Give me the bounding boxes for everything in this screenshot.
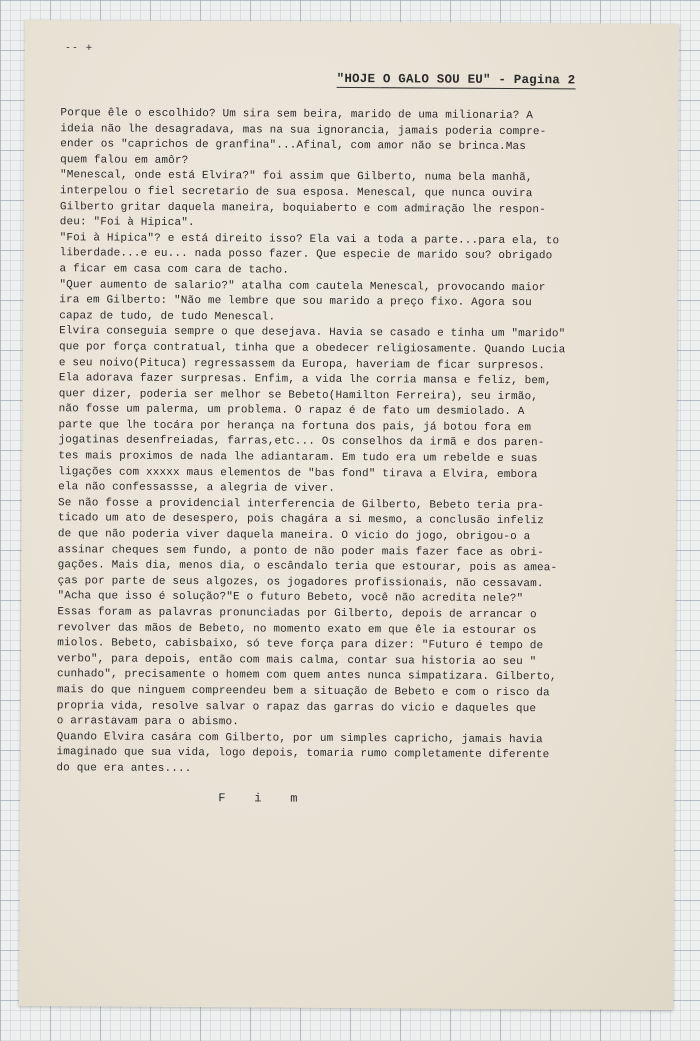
body-line: ela não confessassse, a alegria de viver. [58,481,335,496]
body-line: ligações com xxxxx maus elementos de "bas fond" tirava a Elvira, embora [58,465,538,481]
body-line: Quando Elvira casára com Gilberto, por um simples capricho, jamais havia [56,730,543,746]
body-line: ças por parte de seus algozes, os jogadores profissionais, não cessavam. [57,575,544,591]
body-line: Essas foram as palavras pronunciadas por Gilberto, depois de arrancar o [57,606,537,622]
typewritten-page [19,20,679,1010]
body-line: cunhado", precisamente o homem com quem antes nunca simpatizara. Gilberto, [56,668,557,684]
body-line: revolver das mãos de Bebeto, no momento exato em que êle ia estourar os [57,621,537,637]
body-line: propria vida, resolve salvar o rapaz das garras do vicio e daqueles que [56,699,537,715]
body-line: ticado um ato de desespero, pois chagára a si mesmo, a conclusão infeliz [57,512,545,528]
body-line: "Acha que isso é solução?"E o futuro Bebeto, você não acredita nele?" [57,590,524,606]
body-line: o arrastavam para o abismo. [56,715,240,729]
body-line: miolos. Bebeto, cabisbaixo, só teve força para dizer: "Futuro é tempo de [57,637,544,653]
body-line: "Quer aumento de salario?" atalha com cautela Menescal, provocando maior [59,278,546,294]
body-line: gações. Mais dia, menos dia, o escândalo teria que estourar, pois as amea- [57,559,558,575]
page-body [56,106,655,780]
body-line: que por força contratual, tinha que a obedecer religiosamente. Quando Lucia [58,341,566,357]
body-line: Se não fosse a providencial interferencia de Gilberto, Bebeto teria pra- [58,497,545,513]
body-line: parte que lhe tocára por herança na fortuna dos pais, já botou fora em [58,419,532,434]
page-header: "HOJE O GALO SOU EU" - Pagina 2 [336,71,576,88]
body-line: quer dizer, poderia ser melhor se Bebeto(Hamilton Ferreira), seu irmão, [58,387,539,403]
body-line: do que era antes.... [56,762,192,775]
body-line: verbo", para depois, então com mais calma, contar sua historia ao seu " [57,653,537,668]
body-line: "Menescal, onde está Elvira?" foi assim que Gilberto, numa bela manhã, [60,169,533,185]
body-line: e seu noivo(Pituca) regressassem da Europa, haveriam de ficar surpresos. [58,356,546,372]
body-line: assinar cheques sem fundo, a ponto de não poder mais fazer face as obri- [57,543,544,559]
body-line: Ela adorava fazer surpresas. Enfim, a vida lhe corria mansa e feliz, bem, [58,372,552,388]
body-line: ideia não lhe desagradava, mas na sua ignorancia, jamais poderia compre- [60,122,547,138]
body-line: imaginado que sua vida, logo depois, tomaria rumo completamente diferente [56,746,550,762]
body-line: Gilberto gritar daquela maneira, boquiaberto e com admiração lhe respon- [59,200,546,216]
body-line: tes mais proximos de nada lhe adiantaram. Em tudo era um rebelde e suas [58,450,538,466]
body-line: Porque êle o escolhido? Um sira sem beira, marido de uma milionaria? A [60,107,534,123]
body-line: liberdade...e eu... nada posso fazer. Que especie de marido sou? obrigado [59,247,553,263]
body-line: deu: "Foi à Hipica". [59,216,195,230]
body-line: Elvira conseguia sempre o que desejava. Havia se casado e tinha um "marido" [59,325,566,341]
body-line: a ficar em casa com cara de tacho. [59,263,290,277]
body-line: ender os "caprichos de granfina"...Afinal, com amor não se brinca.Mas [60,138,527,154]
body-line: jogatinas desenfreiadas, farras,etc... Os conselhos da irmã e dos paren- [58,434,545,450]
body-line: capaz de tudo, de tudo Menescal. [59,309,276,324]
body-line: de que não poderia viver daquela maneira. O vicio do jogo, obrigou-o a [57,528,531,544]
body-line: "Foi à Hipica"? e está direito isso? Ela vai a toda a parte...para ela, to [59,231,560,248]
body-line: mais do que ninguem compreendeu bem a situação de Bebeto e com o risco da [56,684,550,700]
closing-word: F i m [218,791,298,806]
body-line: não fosse um palerma, um problema. O rapaz é de fato um desmiolado. A [58,403,525,419]
body-line: interpelou o fiel secretario de sua esposa. Menescal, que nunca ouvira [59,185,533,201]
body-line: quem falou em amôr? [60,154,189,167]
body-line: ira em Gilberto: "Não me lembre que sou marido a preço fixo. Agora sou [59,294,532,310]
corner-mark: -- + [64,42,93,54]
